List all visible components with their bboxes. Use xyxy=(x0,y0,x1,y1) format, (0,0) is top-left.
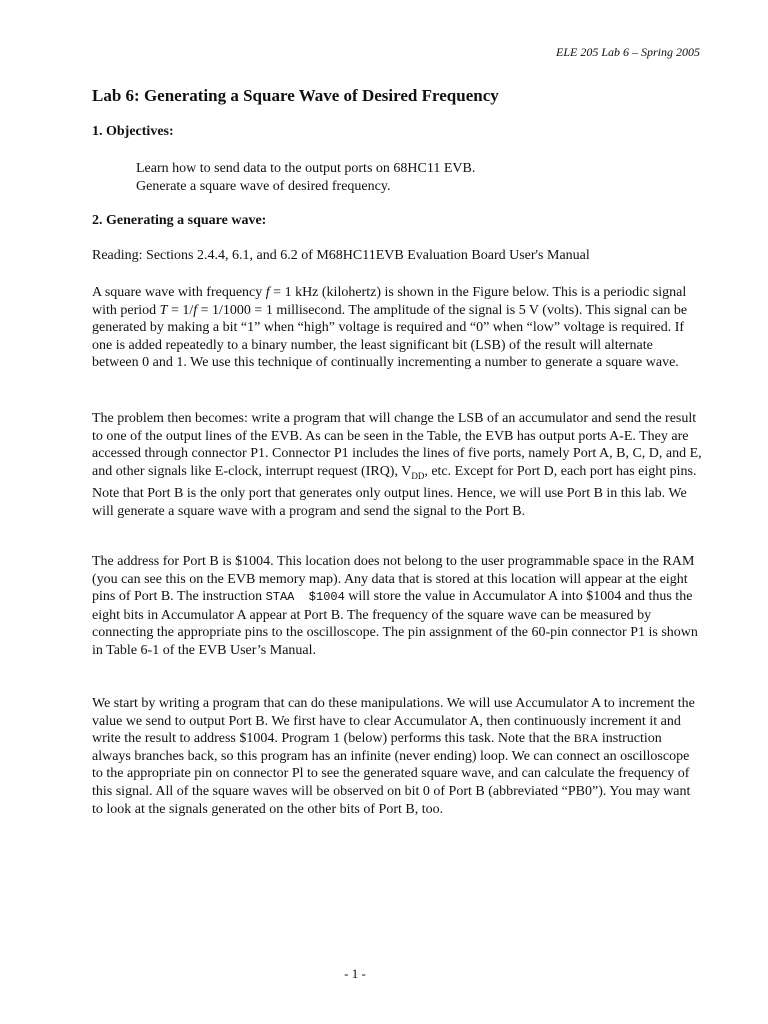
page-number: - 1 - xyxy=(344,966,366,981)
running-header: ELE 205 Lab 6 – Spring 2005 xyxy=(555,45,700,59)
paragraph-2 xyxy=(92,410,702,520)
text: = 1/1000 = 1 millisecond. The amplitude of the signal is 5 V (volts). This signal can be generated by making a bit “1” when “high” voltage is required and “0” when “low” voltage is required. If one is added repeatedly to a binary number, the least significant bit (LSB) of the result will alternate between 0 and 1. We use this technique of continually incrementing a number to generate a square wave. xyxy=(92,302,688,371)
subscript-dd: DD xyxy=(411,470,425,481)
variable-f: f xyxy=(193,302,198,318)
paragraph-3 xyxy=(92,553,702,660)
objective-item: Learn how to send data to the output ports on 68HC11 EVB. xyxy=(136,161,476,176)
objective-item: Generate a square wave of desired frequency. xyxy=(136,179,391,194)
page-title: Lab 6: Generating a Square Wave of Desired Frequency xyxy=(92,86,499,105)
objectives-list xyxy=(136,160,475,196)
text: The address for Port B is $1004. This location does not belong to the user programmable space in the RAM (you can see this on the EVB memory map). Any data that is stored at this location will appear at the eight pins of Port B. The instruction xyxy=(92,554,695,605)
code-staa: STAA $1004 xyxy=(265,590,345,605)
paragraph-4 xyxy=(92,695,702,818)
text: The problem then becomes: write a program that will change the LSB of an accumulator and send the result to one of the output lines of the EVB. As can be seen in the Table, the EVB has output ports A-E. They are accessed through connector P1. Connector P1 includes the lines of five ports, namely Port A, B, C, D, and E, and other signals like E-clock, interrupt request (IRQ), V xyxy=(92,411,702,479)
text: A square wave with frequency xyxy=(92,285,266,300)
reading-line: Reading: Sections 2.4.4, 6.1, and 6.2 of M68HC11EVB Evaluation Board User's Manual xyxy=(92,248,590,263)
paragraph-1 xyxy=(92,284,702,372)
text: will store the value in Accumulator A into $1004 and thus the eight bits in Accumulator A appear at Port B. The frequency of the square wave can be measured by connecting the appropriate pins to the oscilloscope. The pin assignment of the 60-pin connector P1 is shown in Table 6-1 of the EVB User’s Manual. xyxy=(92,589,698,658)
objectives-heading: 1. Objectives: xyxy=(92,124,174,139)
code-bra: BRA xyxy=(573,731,599,746)
text: = 1 kHz (kilohertz) is shown in the Figure below. This is a periodic signal with period xyxy=(92,285,687,318)
variable-f: f xyxy=(265,285,270,300)
text: = 1/ xyxy=(167,302,194,318)
text: instruction always branches back, so this program has an infinite (never ending) loop. We can connect an oscilloscope to the appropriate pin on connector Pl to see the generated square wave, and can calculate the frequency of this signal. All of the square waves will be observed on bit 0 of Port B (abbreviated “PB0”). You may want to look at the signals generated on the other bits of Port B, too. xyxy=(92,731,691,817)
square-wave-heading: 2. Generating a square wave: xyxy=(92,213,267,228)
text: , etc. Except for Port D, each port has eight pins. Note that Port B is the only port that generates only output lines. Hence, we will use Port B in this lab. We will generate a square wave with a program and send the signal to the Port B. xyxy=(92,463,697,519)
text: We start by writing a program that can do these manipulations. We will use Accumulator A to increment the value we send to output Port B. We first have to clear Accumulator A, then continuously increment it and write the result to address $1004. Program 1 (below) performs this task. Note that the xyxy=(92,696,695,747)
variable-T: T xyxy=(159,302,168,318)
